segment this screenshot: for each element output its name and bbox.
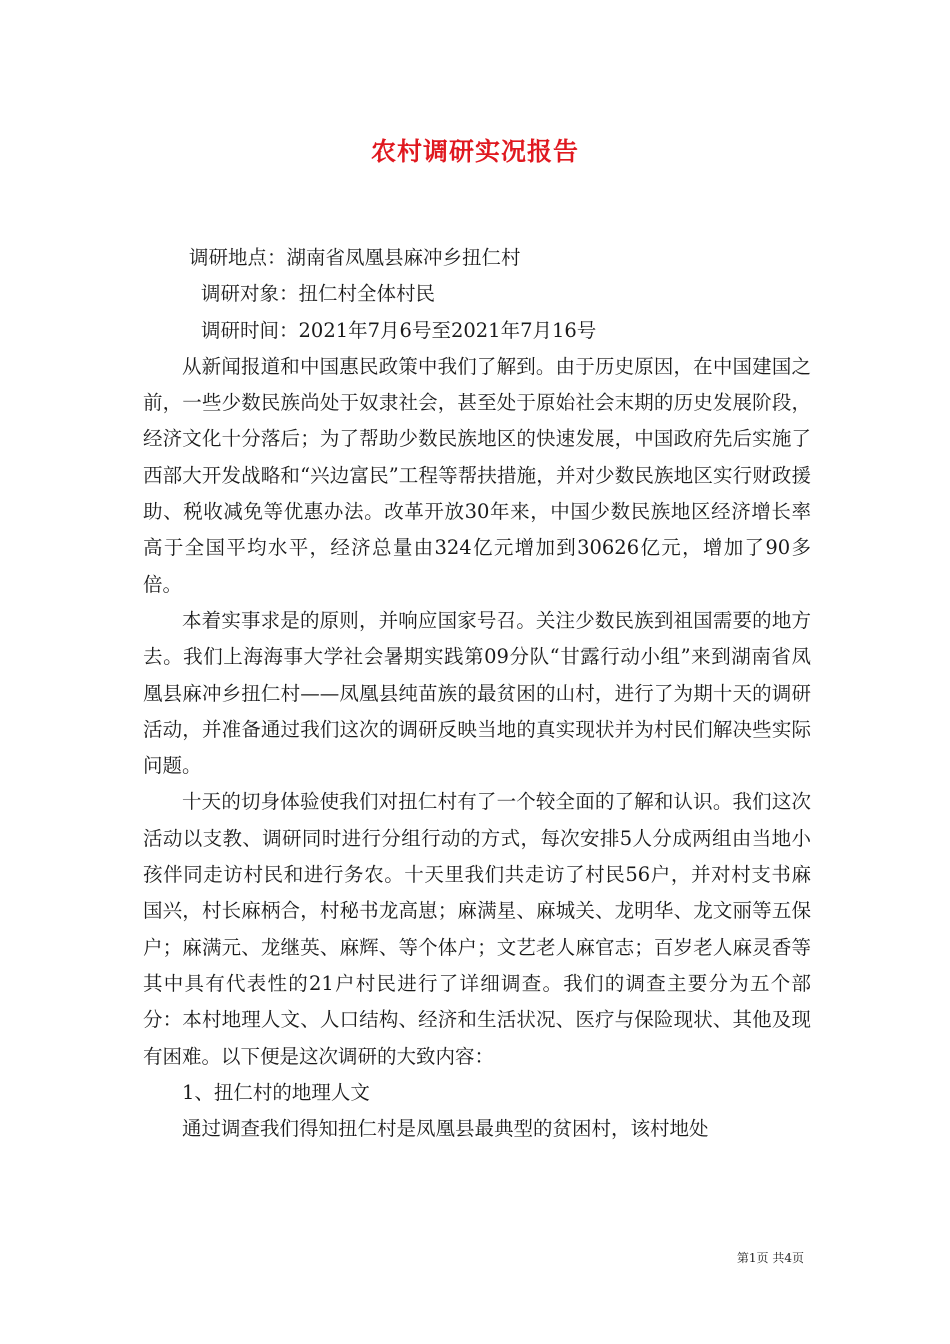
document-title: 农村调研实况报告 xyxy=(370,137,579,166)
meta-time: 调研时间：2021年7月6号至2021年7月16号 xyxy=(201,318,597,342)
document-body xyxy=(143,240,811,1147)
page-number: 第1页 共4页 xyxy=(736,1251,804,1265)
paragraph: 通过调查我们得知扭仁村是凤凰县最典型的贫困村，该村地处 xyxy=(182,1117,709,1141)
section-heading: 1、扭仁村的地理人文 xyxy=(182,1080,370,1104)
meta-subject: 调研对象：扭仁村全体村民 xyxy=(201,282,436,306)
paragraph: 十天的切身体验使我们对扭仁村有了一个较全面的了解和认识。我们这次活动以支教、调研同时进行分组行动的方式，每次安排5人分成两组由当地小孩伴同走访村民和进行务农。十天里我们共走访了村民56户，并对村支书麻国兴，村长麻柄合，村秘书龙高崽；麻满星、麻城关、龙明华、龙文丽等五保户；麻满元、龙继英、麻辉、等个体户；文艺老人麻官志；百岁老人麻灵香等其中具有代表性的21户村民进行了详细调查。我们的调查主要分为五个部分：本村地理人文、人口结构、经济和生活状况、医疗与保险现状、其他及现有困难。以下便是这次调研的大致内容： xyxy=(143,790,811,1068)
paragraph: 本着实事求是的原则，并响应国家号召。关注少数民族到祖国需要的地方去。我们上海海事大学社会暑期实践第09分队“甘露行动小组”来到湖南省凤凰县麻冲乡扭仁村——凤凰县纯苗族的最贫困的山村，进行了为期十天的调研活动，并准备通过我们这次的调研反映当地的真实现状并为村民们解决些实际问题。 xyxy=(143,608,811,778)
meta-location: 调研地点：湖南省凤凰县麻冲乡扭仁村 xyxy=(189,246,521,269)
paragraph: 从新闻报道和中国惠民政策中我们了解到。由于历史原因，在中国建国之前，一些少数民族尚处于奴隶社会，甚至处于原始社会末期的历史发展阶段，经济文化十分落后；为了帮助少数民族地区的快速发展，中国政府先后实施了西部大开发战略和“兴边富民”工程等帮扶措施，并对少数民族地区实行财政援助、税收减免等优惠办法。改革开放30年来，中国少数民族地区经济增长率高于全国平均水平，经济总量由324亿元增加到30626亿元，增加了90多倍。 xyxy=(143,354,811,596)
